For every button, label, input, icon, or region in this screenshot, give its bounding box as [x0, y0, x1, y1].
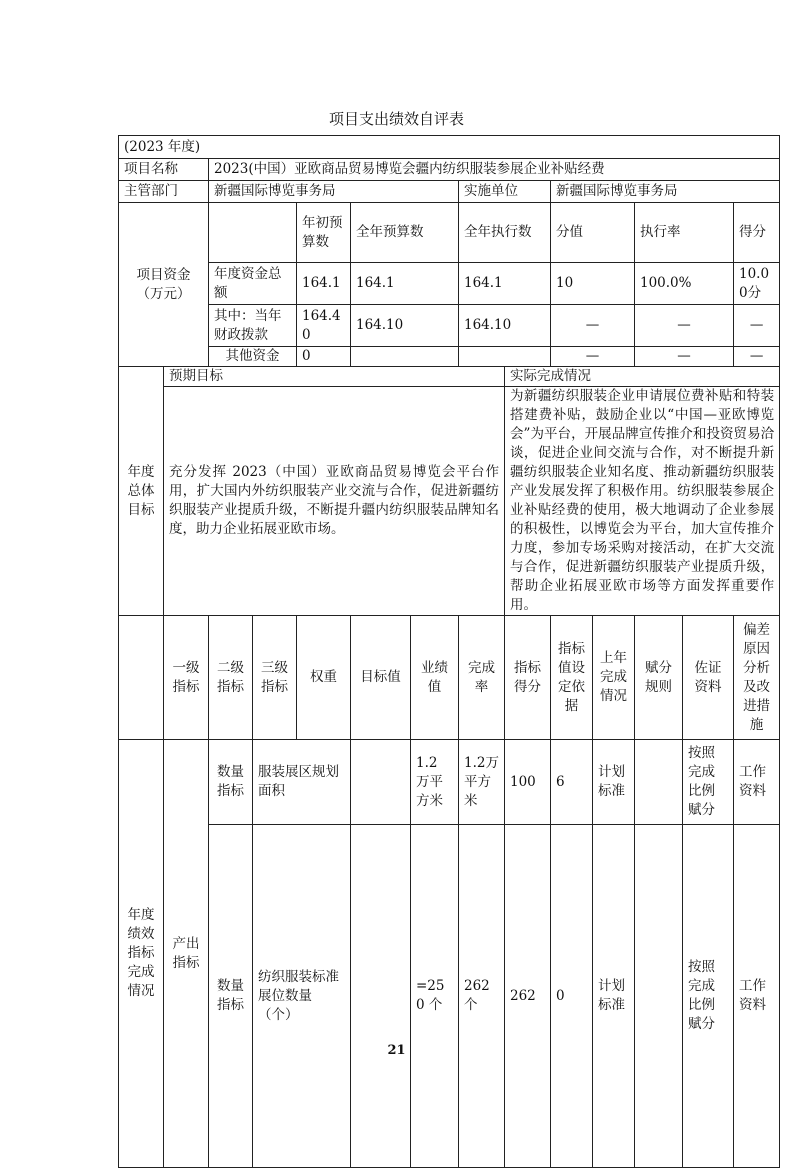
indicator-header: 指标得分 — [505, 616, 551, 740]
indicators-label: 年度绩效指标完成情况 — [119, 740, 164, 1168]
indicator-header: 偏差原因分析及改进措施 — [734, 616, 780, 740]
funds-cell: 164.10 — [459, 305, 551, 347]
evidence-cell: 工作资料 — [734, 740, 780, 825]
actual-result-text: 为新疆纺织服装企业申请展位费补贴和特装搭建费补贴，鼓励企业以“中国—亚欧博览会”为平台，开展品牌宣传推介和投资贸易洽谈，促进企业间交流与合作，对不断提升新疆纺织服装企业知名度、推动新疆纺织服装产业发展发挥了积极作用。纺织服装参展企业补贴经费的使用，极大地调动了企业参展的积极性，以博览会为平台，加大宣传推介力度，参加专场采购对接活动，在扩大交流与合作，促进新疆纺织服装产业提质升级，帮助企业拓展亚欧市场等方面发挥重要作用。 — [505, 387, 780, 616]
evidence-cell: 工作资料 — [734, 825, 780, 1168]
rule-cell: 按照完成比例赋分 — [683, 740, 734, 825]
funds-cell: 164.10 — [351, 305, 459, 347]
funds-header: 全年执行数 — [459, 203, 551, 263]
indicator-header: 赋分规则 — [635, 616, 683, 740]
basis-cell: 计划标准 — [593, 740, 635, 825]
funds-cell — [459, 347, 551, 367]
funds-cell: 10.00分 — [734, 263, 780, 305]
indicator-header: 三级指标 — [253, 616, 297, 740]
target-cell: =250 个 — [411, 825, 459, 1168]
indicator-header: 一级指标 — [164, 616, 209, 740]
page-title: 项目支出绩效自评表 — [328, 110, 464, 128]
weight-cell — [351, 825, 411, 1168]
impl-unit-value: 新疆国际博览事务局 — [551, 181, 780, 203]
level2-indicator: 数量指标 — [209, 740, 253, 825]
funds-header: 执行率 — [635, 203, 734, 263]
funds-row-label: 年度资金总额 — [209, 263, 297, 305]
indicator-header: 二级指标 — [209, 616, 253, 740]
funds-cell: 164.1 — [297, 263, 351, 305]
basis-cell: 计划标准 — [593, 825, 635, 1168]
actual-cell: 262个 — [459, 825, 505, 1168]
funds-header: 年初预算数 — [297, 203, 351, 263]
score-cell: 0 — [551, 825, 593, 1168]
funds-cell: — — [551, 305, 635, 347]
funds-cell — [351, 347, 459, 367]
rate-cell: 262 — [505, 825, 551, 1168]
project-name-value: 2023(中国）亚欧商品贸易博览会疆内纺织服装参展企业补贴经费 — [209, 159, 780, 181]
funds-cell: 164.40 — [297, 305, 351, 347]
funds-label: 项目资金（万元） — [119, 203, 209, 367]
funds-row-label: 其中：当年财政拨款 — [209, 305, 297, 347]
performance-table — [118, 135, 780, 1168]
funds-header: 全年预算数 — [351, 203, 459, 263]
indicator-header: 指标值设定依据 — [551, 616, 593, 740]
level3-indicator: 服装展区规划面积 — [253, 740, 351, 825]
indicator-header: 目标值 — [351, 616, 411, 740]
expected-goal-text: 充分发挥 2023（中国）亚欧商品贸易博览会平台作用，扩大国内外纺织服装产业交流与合作，促进新疆纺织服装产业提质升级，不断提升疆内纺织服装品牌知名度，助力企业拓展亚欧市场。 — [164, 387, 505, 616]
project-name-label: 项目名称 — [119, 159, 209, 181]
weight-cell — [351, 740, 411, 825]
funds-row-label: 其他资金 — [209, 347, 297, 367]
level2-indicator: 数量指标 — [209, 825, 253, 1168]
indicator-header: 业绩值 — [411, 616, 459, 740]
funds-cell: — — [734, 305, 780, 347]
funds-cell: 0 — [297, 347, 351, 367]
funds-cell: — — [551, 347, 635, 367]
actual-cell: 1.2万平方米 — [459, 740, 505, 825]
page-number: 21 — [387, 1043, 406, 1058]
indicator-header: 完成率 — [459, 616, 505, 740]
indicator-header: 权重 — [297, 616, 351, 740]
funds-header: 得分 — [734, 203, 780, 263]
level1-indicator: 产出指标 — [164, 740, 209, 1168]
level3-indicator: 纺织服装标准展位数量（个） — [253, 825, 351, 1168]
dept-label: 主管部门 — [119, 181, 209, 203]
funds-cell: 164.1 — [459, 263, 551, 305]
dept-value: 新疆国际博览事务局 — [209, 181, 459, 203]
actual-result-label: 实际完成情况 — [505, 367, 780, 387]
indicator-header: 佐证资料 — [683, 616, 734, 740]
rate-cell: 100 — [505, 740, 551, 825]
target-cell: 1.2 万平方米 — [411, 740, 459, 825]
funds-cell: 164.1 — [351, 263, 459, 305]
indicator-header: 上年完成情况 — [593, 616, 635, 740]
last-year-cell — [635, 825, 683, 1168]
funds-cell: 10 — [551, 263, 635, 305]
impl-unit-label: 实施单位 — [459, 181, 551, 203]
funds-cell: 100.0% — [635, 263, 734, 305]
funds-cell: — — [635, 305, 734, 347]
year-cell: (2023 年度) — [119, 136, 780, 159]
funds-cell: — — [734, 347, 780, 367]
score-cell: 6 — [551, 740, 593, 825]
expected-goal-label: 预期目标 — [164, 367, 505, 387]
goals-label: 年度总体目标 — [119, 367, 164, 616]
funds-cell: — — [635, 347, 734, 367]
funds-header: 分值 — [551, 203, 635, 263]
last-year-cell — [635, 740, 683, 825]
rule-cell: 按照完成比例赋分 — [683, 825, 734, 1168]
